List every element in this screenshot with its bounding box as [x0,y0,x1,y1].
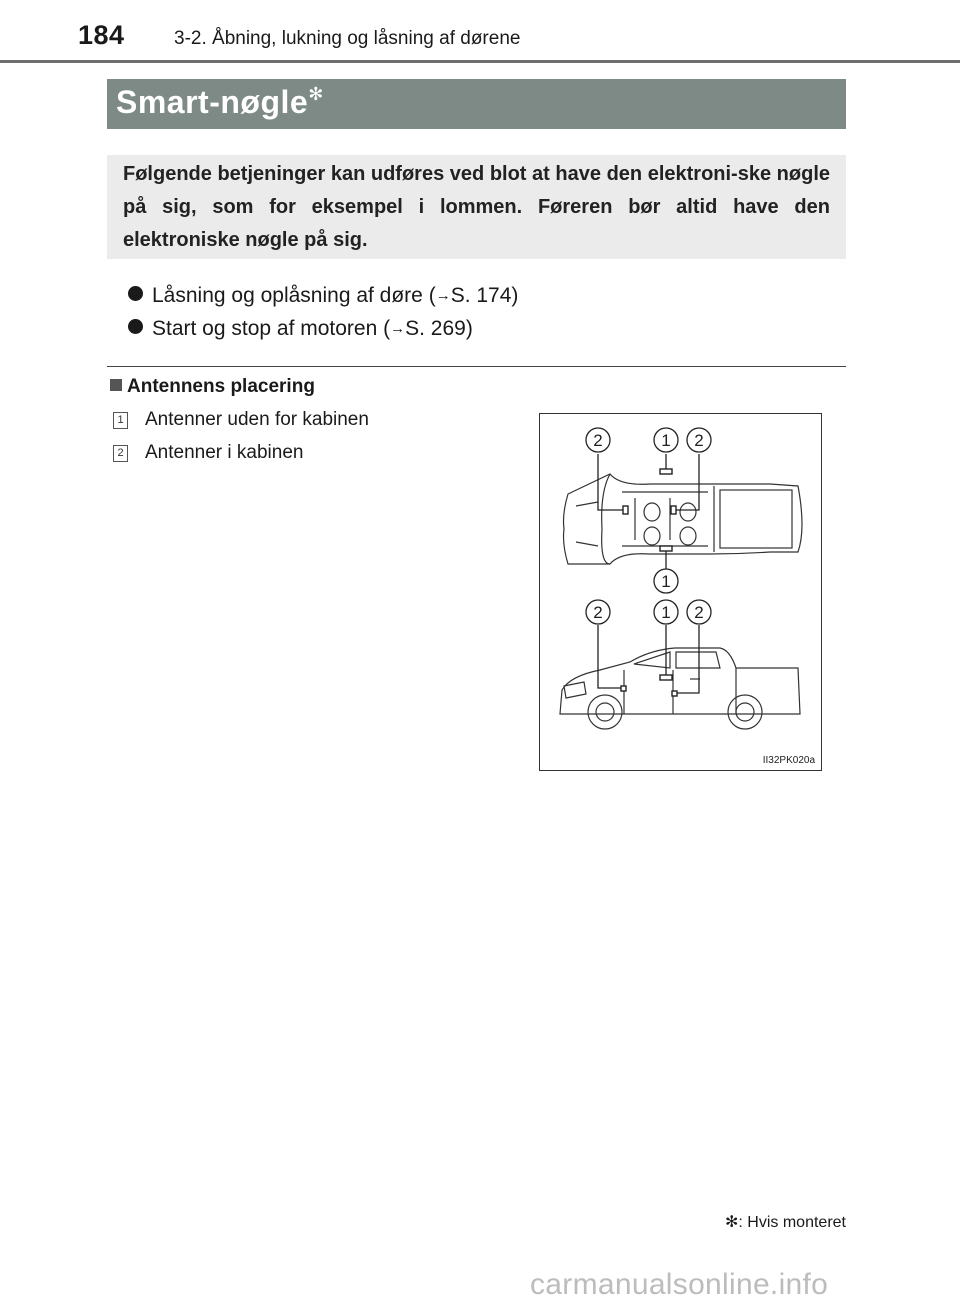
legend-item-outside: 1 Antenner uden for kabinen [113,409,369,431]
number-badge: 1 [113,412,128,429]
callout-label: 1 [661,603,671,622]
callout-label: 2 [593,431,603,450]
page-number: 184 [78,20,125,50]
page-reference-arrow-icon: → [390,320,406,337]
bullet-dot-icon [128,286,143,301]
header-divider [0,60,960,63]
bullet-item-door-lock: Låsning og oplåsning af døre (→S. 174) [128,284,518,308]
antenna-location-figure [539,413,822,771]
callout-label: 2 [694,603,704,622]
chapter-title: 3-2. Åbning, lukning og låsning af dørene [174,28,521,49]
page-reference-link[interactable]: S. 269) [405,317,473,340]
optional-marker-icon: ✻ [725,1214,739,1231]
bullet-item-engine-start: Start og stop af motoren (→S. 269) [128,317,473,341]
page-reference-link[interactable]: S. 174) [450,284,519,307]
callout-label: 2 [694,431,704,450]
intro-text: Følgende betjeninger kan udføres ved blot at have den elektroni-ske nøgle på sig, som for eksempel i lommen. Føreren bør altid have den elektroniske nøgle på sig. [123,163,830,251]
section-divider [107,366,846,367]
section-title-text: Smart-nøgle [116,84,309,120]
callout-label: 2 [593,603,603,622]
optional-marker-icon: ✻ [308,84,324,104]
pickup-truck-illustration [540,414,821,770]
watermark: carmanualsonline.info [530,1268,829,1301]
callout-label: 1 [661,431,671,450]
legend-item-inside: 2 Antenner i kabinen [113,442,303,464]
number-badge: 2 [113,445,128,462]
callout-label: 1 [661,572,671,591]
bullet-dot-icon [128,319,143,334]
page-reference-arrow-icon: → [435,287,451,304]
footnote: ✻: Hvis monteret [725,1214,846,1231]
antenna-heading: Antennens placering [110,376,315,398]
figure-code: II32PK020a [762,755,815,766]
section-title [116,84,324,121]
heading-square-icon [110,379,122,391]
